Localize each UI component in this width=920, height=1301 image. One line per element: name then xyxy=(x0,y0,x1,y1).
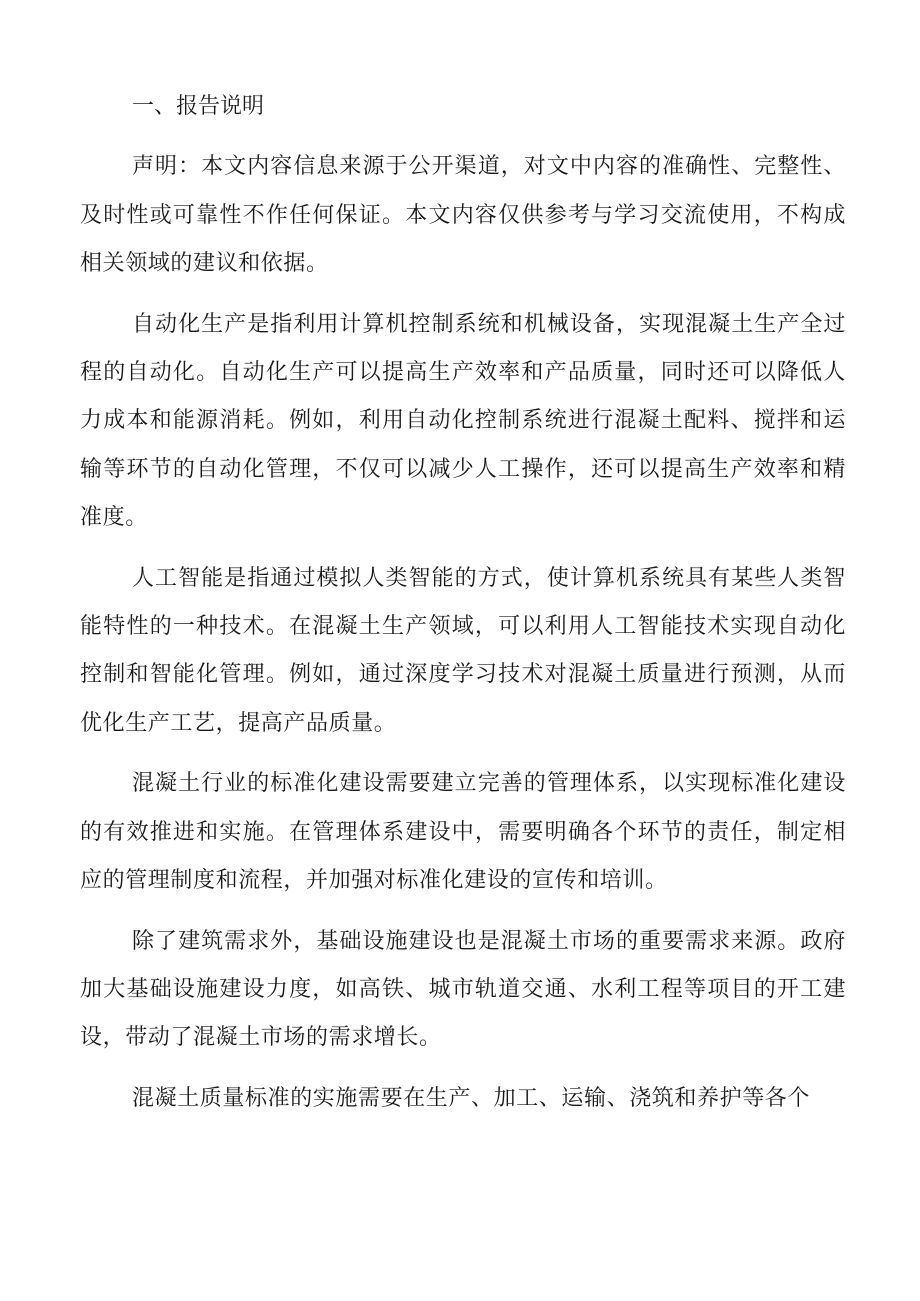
automation-paragraph: 自动化生产是指利用计算机控制系统和机械设备，实现混凝土生产全过程的自动化。自动化生产可以提高生产效率和产品质量，同时还可以降低人力成本和能源消耗。例如，利用自动化控制系统进行混凝土配料、搅拌和运输等环节的自动化管理，不仅可以减少人工操作，还可以提高生产效率和精准度。 xyxy=(80,311,846,531)
document-body xyxy=(80,83,846,1123)
disclaimer-paragraph: 声明：本文内容信息来源于公开渠道，对文中内容的准确性、完整性、及时性或可靠性不作任何保证。本文内容仅供参考与学习交流使用，不构成相关领域的建议和依据。 xyxy=(80,154,846,277)
infrastructure-paragraph: 除了建筑需求外，基础设施建设也是混凝土市场的重要需求来源。政府加大基础设施建设力度，如高铁、城市轨道交通、水利工程等项目的开工建设，带动了混凝土市场的需求增长。 xyxy=(80,928,846,1051)
standardization-paragraph: 混凝土行业的标准化建设需要建立完善的管理体系，以实现标准化建设的有效推进和实施。在管理体系建设中，需要明确各个环节的责任，制定相应的管理制度和流程，并加强对标准化建设的宣传和培训。 xyxy=(80,771,846,894)
quality-standard-paragraph: 混凝土质量标准的实施需要在生产、加工、运输、浇筑和养护等各个 xyxy=(132,1085,811,1111)
ai-paragraph: 人工智能是指通过模拟人类智能的方式，使计算机系统具有某些人类智能特性的一种技术。在混凝土生产领域，可以利用人工智能技术实现自动化控制和智能化管理。例如，通过深度学习技术对混凝土质量进行预测，从而优化生产工艺，提高产品质量。 xyxy=(80,565,846,736)
section-heading: 一、报告说明 xyxy=(132,94,265,119)
